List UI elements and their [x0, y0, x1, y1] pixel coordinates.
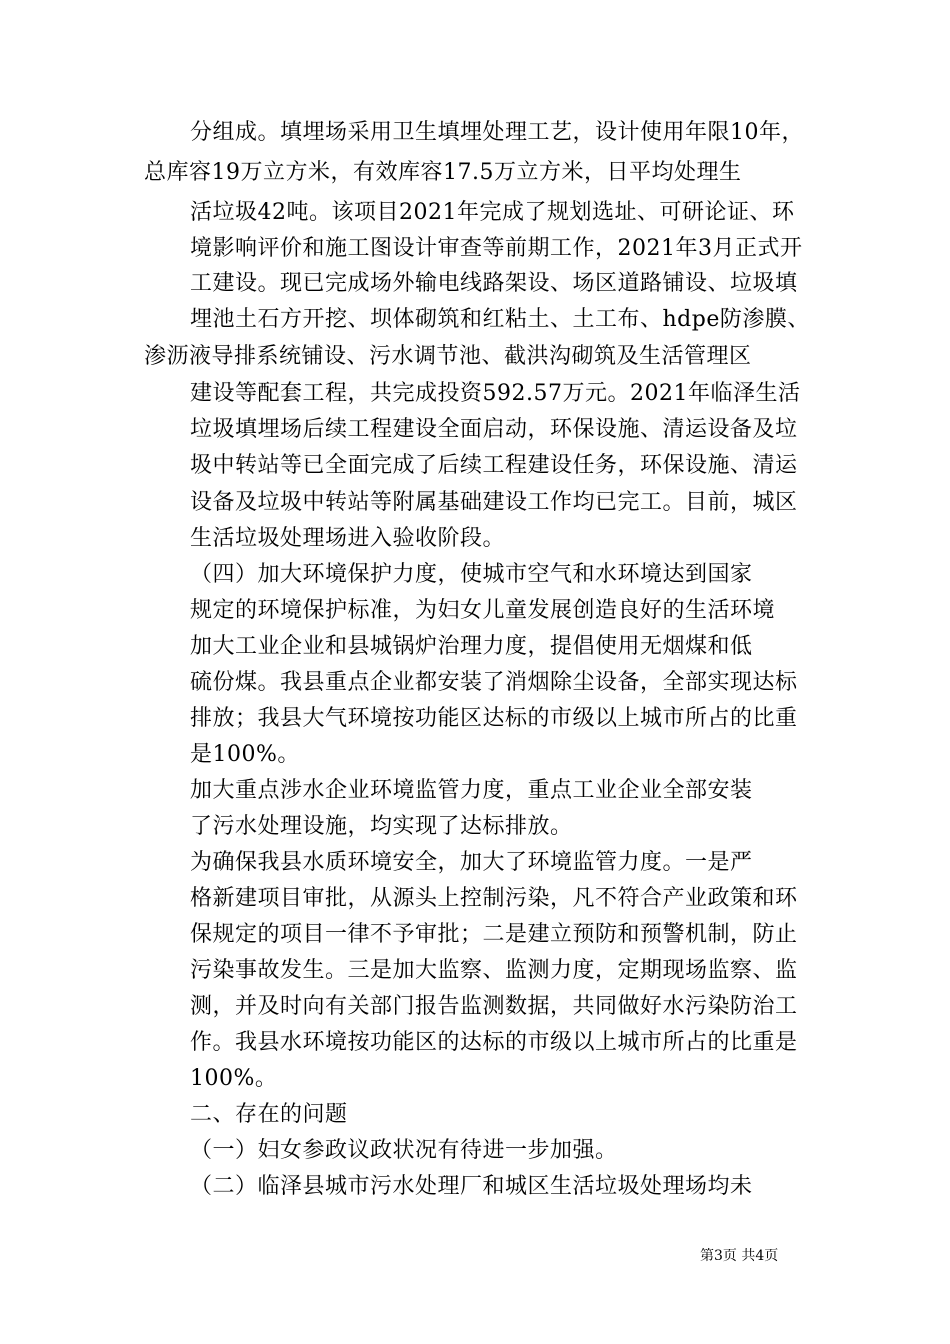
page-number-footer: 第3页 共4页 — [700, 1248, 779, 1264]
text-line: 污染事故发生。三是加大监察、监测力度，定期现场监察、监 — [190, 958, 798, 983]
text-line: 作。我县水环境按功能区的达标的市级以上城市所占的比重是 — [190, 1030, 798, 1055]
text-line: 工建设。现已完成场外输电线路架设、场区道路铺设、垃圾填 — [190, 271, 798, 296]
text-line: 总库容19万立方米，有效库容17.5万立方米，日平均处理生 — [144, 160, 742, 185]
text-line: 加大工业企业和县城锅炉治理力度，提倡使用无烟煤和低 — [190, 634, 753, 659]
text-line: 分组成。填埋场采用卫生填埋处理工艺，设计使用年限10年， — [190, 120, 804, 145]
text-line: 境影响评价和施工图设计审查等前期工作，2021年3月正式开 — [190, 236, 803, 261]
text-line: 保规定的项目一律不予审批；二是建立预防和预警机制，防止 — [190, 922, 798, 947]
text-line: 了污水处理设施，均实现了达标排放。 — [190, 814, 573, 839]
text-line: 加大重点涉水企业环境监管力度，重点工业企业全部安装 — [190, 778, 753, 803]
text-line: （二）临泽县城市污水处理厂和城区生活垃圾处理场均未 — [190, 1174, 753, 1199]
section-heading: （四）加大环境保护力度，使城市空气和水环境达到国家 — [190, 562, 753, 587]
text-line: 埋池土石方开挖、坝体砌筑和红粘土、土工布、hdpe防渗膜、 — [190, 307, 810, 332]
text-line: 是100%。 — [190, 742, 300, 767]
text-line: 设备及垃圾中转站等附属基础建设工作均已完工。目前，城区 — [190, 490, 798, 515]
text-line: 为确保我县水质环境安全，加大了环境监管力度。一是严 — [190, 850, 753, 875]
text-line: 测，并及时向有关部门报告监测数据，共同做好水污染防治工 — [190, 994, 798, 1019]
text-line: 渗沥液导排系统铺设、污水调节池、截洪沟砌筑及生活管理区 — [144, 344, 752, 369]
text-line: 排放；我县大气环境按功能区达标的市级以上城市所占的比重 — [190, 706, 798, 731]
text-line: （一）妇女参政议政状况有待进一步加强。 — [190, 1138, 618, 1163]
text-line: 垃圾填埋场后续工程建设全面启动，环保设施、清运设备及垃 — [190, 417, 798, 442]
text-line: 格新建项目审批，从源头上控制污染，凡不符合产业政策和环 — [190, 886, 798, 911]
text-line: 建设等配套工程，共完成投资592.57万元。2021年临泽生活 — [190, 381, 801, 406]
text-line: 生活垃圾处理场进入验收阶段。 — [190, 526, 506, 551]
text-line: 100%。 — [190, 1066, 278, 1091]
text-line: 圾中转站等已全面完成了后续工程建设任务，环保设施、清运 — [190, 453, 798, 478]
text-line: 规定的环境保护标准，为妇女儿童发展创造良好的生活环境 — [190, 598, 776, 623]
text-line: 活垃圾42吨。该项目2021年完成了规划选址、可研论证、环 — [190, 200, 795, 225]
text-line: 硫份煤。我县重点企业都安装了消烟除尘设备，全部实现达标 — [190, 670, 798, 695]
section-heading: 二、存在的问题 — [190, 1102, 348, 1127]
